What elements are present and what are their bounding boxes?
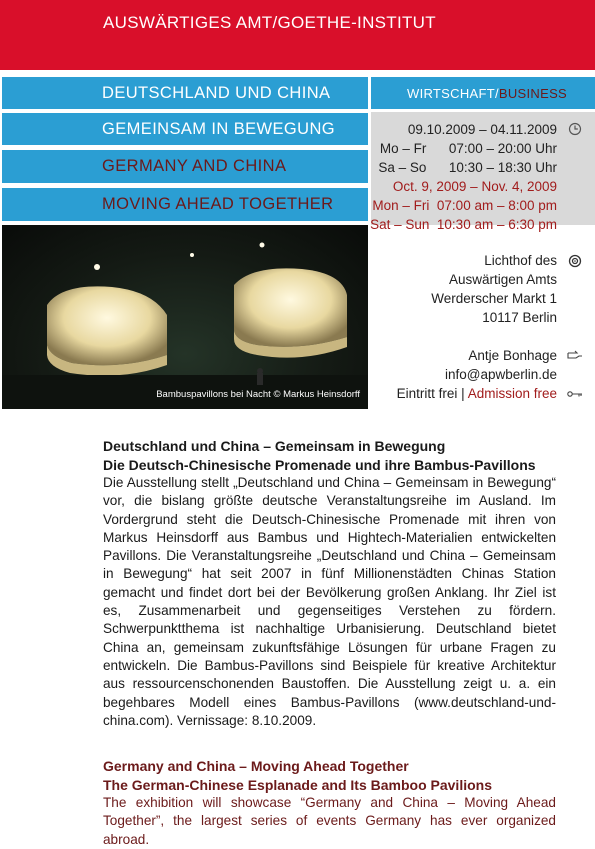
article-en-heading-2: The German-Chinese Esplanade and Its Bamboo Pavilions [103,776,492,793]
contact-email[interactable]: info@apwberlin.de [444,367,557,382]
pavilion-night-illustration [2,225,368,409]
title-en-2: MOVING AHEAD TOGETHER [102,195,334,213]
location-target-icon [567,253,583,269]
weekend-hours-en: Sat – Sun 10:30 am – 6:30 pm [370,217,557,232]
location-line-3: Werderscher Markt 1 [431,291,557,306]
weekday-hours-de: Mo – Fr 07:00 – 20:00 Uhr [379,141,557,156]
location-line-1: Lichthof des [484,253,557,268]
contact-name: Antje Bonhage [468,348,557,363]
article-de [103,437,556,730]
institute-title: AUSWÄRTIGES AMT/GOETHE-INSTITUT [103,13,436,32]
weekday-hours-en: Mon – Fri 07:00 am – 8:00 pm [372,198,557,213]
title-de-2: GEMEINSAM IN BEWEGUNG [102,119,336,138]
title-de-1: DEUTSCHLAND UND CHINA [102,83,331,102]
category-de: WIRTSCHAFT/ [407,85,499,101]
pointing-hand-icon [567,347,583,363]
admission-line [397,384,557,403]
article-en [103,757,556,849]
article-en-text: The exhibition will showcase “Germany and China – Moving Ahead Together”, the largest series of events Germany has ever organized abroad. [103,795,556,847]
admission-de: Eintritt frei | [396,386,468,401]
article-de-heading-2: Die Deutsch-Chinesische Promenade und ihre Bambus-Pavillons [103,456,536,473]
article-en-heading-1: Germany and China – Moving Ahead Together [103,758,409,774]
category-bar [371,77,595,109]
weekend-hours-de: Sa – So 10:30 – 18:30 Uhr [378,160,557,175]
title-en-1: GERMANY AND CHINA [102,157,287,175]
title-bar-de-1 [2,77,368,109]
clock-icon [567,121,583,137]
admission-en: Admission free [467,386,557,401]
dates-en: Oct. 9, 2009 – Nov. 4, 2009 [392,179,557,194]
location-line-2: Auswärtigen Amts [448,272,557,287]
title-bar-en-1 [2,150,368,183]
dates-de: 09.10.2009 – 04.11.2009 [407,122,557,137]
key-icon [567,386,583,402]
article-de-heading-1: Deutschland und China – Gemeinsam in Bewegung [103,438,446,454]
category-en: BUSINESS [498,85,568,101]
pavilion-photo [2,225,368,409]
title-bar-de-2 [2,113,368,145]
photo-caption: Bambuspavillons bei Nacht © Markus Heinsdorff [156,389,360,400]
article-de-text: Die Ausstellung stellt „Deutschland und China – Gemeinsam in Bewegung“ vor, die bislang größte deutsche Veranstaltungsreihe im Ausland. Im Vordergrund steht die Deutsch-Chinesische Promenade mit ihren von Markus Heinsdorff aus Bambus und Hightech-Materialien entwickelten Pavillons. Die Veranstaltungsreihe „Deutschland und China – Gemeinsam in Bewegung“ hat seit 2007 in fünf Millionenstädten Chinas Station gemacht und findet dort bei der Bevölkerung großen Anklang. Ihr Ziel ist es, Zusammenarbeit und gegenseitiges Verstehen zu fördern. Schwerpunktthema ist nachhaltige Urbanisierung. Deutschland bietet China an, gemeinsam zukunftsfähige Lösungen für urbane Fragen zu entwickeln. Die Bambus-Pavillons sind Beispiele für kreative Architektur aus ressourcenschonenden Baustoffen. Die Ausstellung zeigt u. a. ein begehbares Modell eines Bambus-Pavillons (www.deutschland-und-china.com). Vernissage: 8.10.2009. [103,475,556,728]
header-band [0,0,595,70]
title-bar-en-2 [2,188,368,221]
location-line-4: 10117 Berlin [482,310,557,325]
